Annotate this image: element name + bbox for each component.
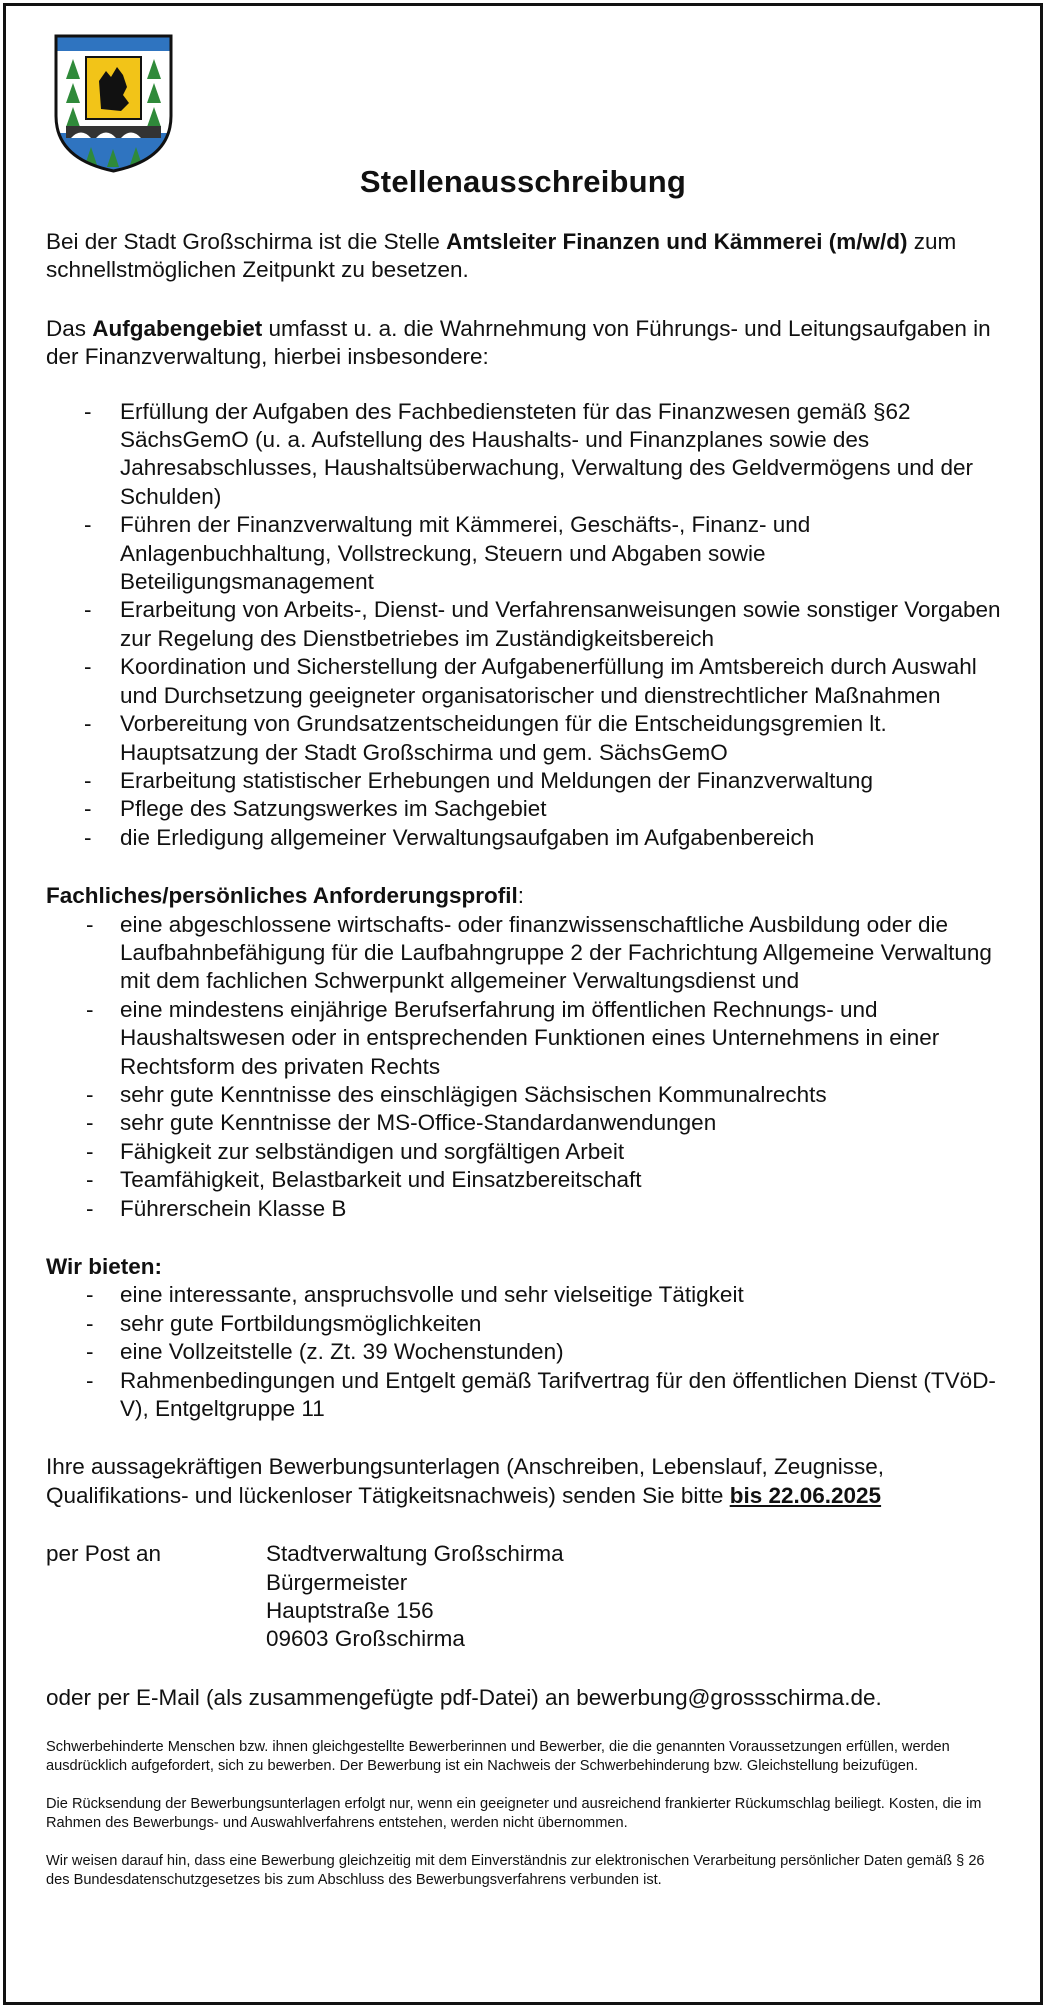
post-label: per Post an: [46, 1541, 162, 1567]
address-lines: [266, 1540, 564, 1654]
list-item: - eine interessante, anspruchsvolle und sehr vielseitige Tätigkeit: [46, 1281, 1006, 1309]
profile-heading: Fachliches/persönliches Anforderungsprofil: [46, 883, 518, 909]
application-paragraph: [46, 1453, 1006, 1510]
list-item: - sehr gute Fortbildungsmöglichkeiten: [46, 1310, 1006, 1338]
list-item: - eine mindestens einjährige Berufserfahrung im öffentlichen Rechnungs- und Haushaltswesen oder in entsprechenden Funktionen eines Unternehmens in einer Rechtsform des privaten Rechts: [46, 996, 1006, 1081]
intro-paragraph: [46, 228, 1006, 285]
page-title: Stellenausschreibung: [359, 164, 687, 199]
tasks-intro-paragraph: [46, 315, 1006, 372]
note-return: Die Rücksendung der Bewerbungsunterlagen erfolgt nur, wenn ein geeigneter und ausreichend frankierter Rückumschlag beiliegt. Kosten, die im Rahmen des Bewerbungs- und Auswahlverfahrens entstehen, werden nicht übernommen.: [46, 1796, 982, 1832]
list-item: - sehr gute Kenntnisse des einschlägigen Sächsischen Kommunalrechts: [46, 1081, 1006, 1109]
list-item: - Fähigkeit zur selbständigen und sorgfältigen Arbeit: [46, 1138, 1006, 1166]
offer-heading-line: [46, 1253, 1006, 1281]
list-item: - Rahmenbedingungen und Entgelt gemäß Tarifvertrag für den öffentlichen Dienst (TVöD-V), Entgeltgruppe 11: [46, 1367, 1006, 1424]
list-item: - Koordination und Sicherstellung der Aufgabenerfüllung im Amtsbereich durch Auswahl und Durchsetzung geeigneter organisatorischer und dienstrechtlicher Maßnahmen: [46, 653, 1006, 710]
note-privacy: Wir weisen darauf hin, dass eine Bewerbung gleichzeitig mit dem Einverständnis zur elektronischen Verarbeitung persönlicher Daten gemäß § 26 des Bundesdatenschutzgesetzes bis zum Abschluss des Bewerbungsverfahrens verbunden ist.: [46, 1853, 985, 1889]
requirements-list: [46, 911, 1006, 1223]
address-line: 09603 Großschirma: [266, 1626, 465, 1652]
list-item: - Erarbeitung statistischer Erhebungen und Meldungen der Finanzverwaltung: [46, 767, 1006, 795]
tasks-list: [46, 398, 1006, 853]
offers-list: [46, 1281, 1006, 1423]
note-disability: Schwerbehinderte Menschen bzw. ihnen gleichgestellte Bewerberinnen und Bewerber, die die genannten Voraussetzungen erfüllen, werden ausdrücklich aufgefordert, sich zu bewerben. Der Bewerbung ist ein Nachweis der Schwerbehinderung bzw. Gleichstellung beizufügen.: [46, 1739, 950, 1775]
tasks-intro-text-end: umfasst u. a. die Wahrnehmung von Führungs- und Leitungsaufgaben in der Finanzverwaltung, hierbei insbesondere:: [46, 315, 991, 370]
application-text: Ihre aussagekräftigen Bewerbungsunterlagen (Anschreiben, Lebenslauf, Zeugnisse, Qualifikations- und lückenloser Tätigkeitsnachweis) senden Sie bitte: [46, 1454, 885, 1508]
list-item: - Teamfähigkeit, Belastbarkeit und Einsatzbereitschaft: [46, 1166, 1006, 1194]
profile-colon: :: [517, 883, 525, 909]
tasks-intro-text: Das: [46, 315, 93, 341]
position-title: Amtsleiter Finanzen und Kämmerei (m/w/d): [446, 229, 908, 254]
address-line: Stadtverwaltung Großschirma: [266, 1541, 564, 1567]
list-item: - die Erledigung allgemeiner Verwaltungsaufgaben im Aufgabenbereich: [46, 824, 1006, 852]
list-item: - eine Vollzeitstelle (z. Zt. 39 Wochenstunden): [46, 1338, 1006, 1366]
list-item: - Pflege des Satzungswerkes im Sachgebiet: [46, 795, 1006, 823]
list-item: - Führen der Finanzverwaltung mit Kämmerei, Geschäfts-, Finanz- und Anlagenbuchhaltung, Vollstreckung, Steuern und Abgaben sowie Beteiligungsmanagement: [46, 511, 1006, 596]
document-body: [46, 228, 1006, 1890]
coat-of-arms-icon: [51, 31, 176, 176]
tasks-heading: Aufgabengebiet: [92, 315, 263, 341]
email-line: oder per E-Mail (als zusammengefügte pdf-Datei) an bewerbung@grossschirma.de.: [46, 1684, 882, 1710]
deadline: bis 22.06.2025: [729, 1482, 882, 1508]
list-item: - Führerschein Klasse B: [46, 1195, 1006, 1223]
document-frame: [3, 3, 1043, 2005]
intro-text-end: zum schnellstmöglichen Zeitpunkt zu besetzen.: [46, 229, 957, 283]
address-line: Hauptstraße 156: [266, 1598, 434, 1624]
offer-heading: Wir bieten:: [46, 1254, 163, 1279]
list-item: - Erarbeitung von Arbeits-, Dienst- und Verfahrensanweisungen sowie sonstiger Vorgaben zur Regelung des Dienstbetriebes im Zuständigkeitsbereich: [46, 596, 1006, 653]
address-line: Bürgermeister: [266, 1569, 408, 1595]
list-item: - sehr gute Kenntnisse der MS-Office-Standardanwendungen: [46, 1109, 1006, 1137]
postal-address: [46, 1540, 1006, 1654]
list-item: - eine abgeschlossene wirtschafts- oder finanzwissenschaftliche Ausbildung oder die Laufbahnbefähigung für die Laufbahngruppe 2 der Fachrichtung Allgemeine Verwaltung mit dem fachlichen Schwerpunkt allgemeiner Verwaltungsdienst und: [46, 911, 1006, 996]
profile-heading-line: [46, 882, 1006, 910]
intro-text: Bei der Stadt Großschirma ist die Stelle: [46, 229, 447, 254]
list-item: - Erfüllung der Aufgaben des Fachbediensteten für das Finanzwesen gemäß §62 SächsGemO (u. a. Aufstellung des Haushalts- und Finanzplanes sowie des Jahresabschlusses, Haushaltsüberwachung, Verwaltung des Geldvermögens und der Schulden): [46, 398, 1006, 512]
list-item: - Vorbereitung von Grundsatzentscheidungen für die Entscheidungsgremien lt. Hauptsatzung der Stadt Großschirma und gem. SächsGemO: [46, 710, 1006, 767]
